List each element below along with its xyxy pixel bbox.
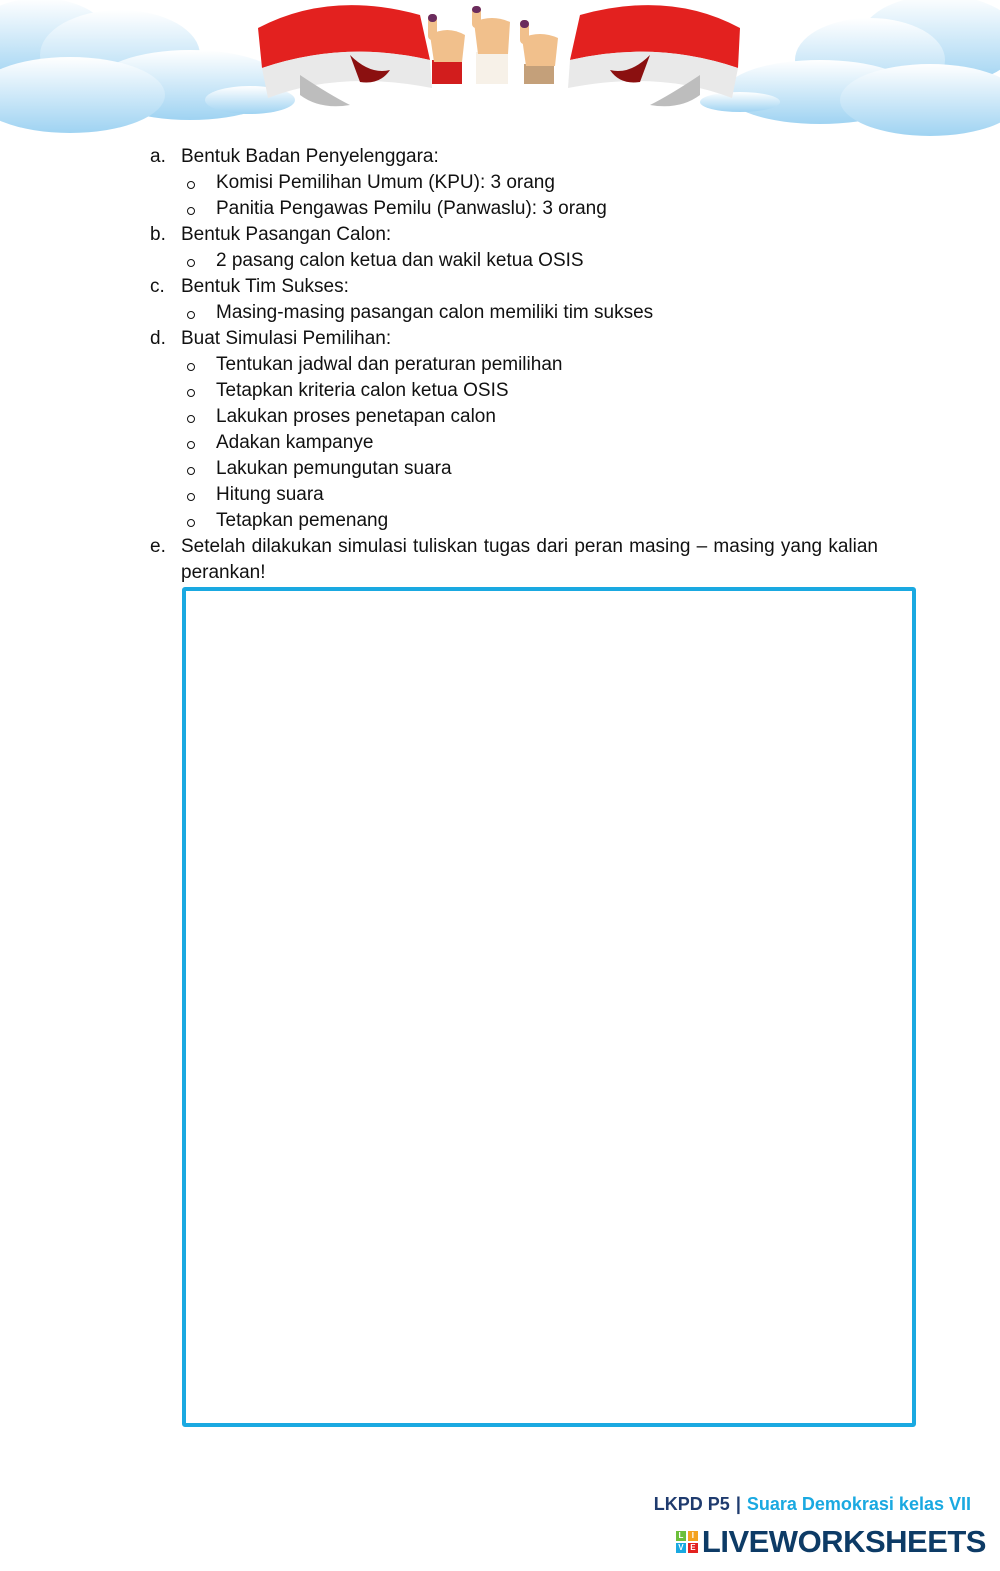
list-item: Tetapkan kriteria calon ketua OSIS <box>150 378 880 404</box>
bullet-circle-icon <box>187 311 195 319</box>
bullet-circle-icon <box>187 181 195 189</box>
list-item: Komisi Pemilihan Umum (KPU): 3 orang <box>150 170 880 196</box>
list-item: Lakukan proses penetapan calon <box>150 404 880 430</box>
list-item: Tentukan jadwal dan peraturan pemilihan <box>150 352 880 378</box>
instruction-list <box>150 144 880 586</box>
bullet-circle-icon <box>187 519 195 527</box>
list-item: Lakukan pemungutan suara <box>150 456 880 482</box>
bullet-circle-icon <box>187 441 195 449</box>
footer-caption <box>654 1494 971 1515</box>
cloud-left-icon <box>0 0 295 133</box>
section-e <box>150 534 880 586</box>
liveworksheets-logo-icon: L I V E <box>675 1530 699 1554</box>
list-item: Adakan kampanye <box>150 430 880 456</box>
voting-hands-icon <box>428 6 558 84</box>
footer-code: LKPD P5 <box>653 1494 730 1514</box>
section-title: Bentuk Tim Sukses: <box>181 276 349 297</box>
section-c-items <box>150 300 880 326</box>
bullet-circle-icon <box>187 259 195 267</box>
list-item: 2 pasang calon ketua dan wakil ketua OSIS <box>150 248 880 274</box>
bullet-circle-icon <box>187 415 195 423</box>
section-marker: a. <box>150 146 166 167</box>
brand-name: LIVEWORKSHEETS <box>701 1524 986 1559</box>
bullet-circle-icon <box>187 363 195 371</box>
bullet-circle-icon <box>187 389 195 397</box>
header-banner <box>0 0 1000 140</box>
cloud-right-icon <box>700 0 1000 136</box>
section-b <box>150 222 880 248</box>
section-marker: e. <box>150 536 166 557</box>
section-a-items <box>150 170 880 222</box>
section-c <box>150 274 880 300</box>
section-title: Buat Simulasi Pemilihan: <box>181 328 392 349</box>
list-item: Tetapkan pemenang <box>150 508 880 534</box>
section-marker: b. <box>150 224 166 245</box>
footer-title: Suara Demokrasi kelas VII <box>746 1494 971 1514</box>
footer-separator: | <box>735 1494 741 1514</box>
section-title: Bentuk Badan Penyelenggara: <box>181 146 439 167</box>
section-marker: c. <box>150 276 165 297</box>
list-item: Hitung suara <box>150 482 880 508</box>
bullet-circle-icon <box>187 493 195 501</box>
section-title: Bentuk Pasangan Calon: <box>181 224 392 245</box>
list-item: Masing-masing pasangan calon memiliki tim sukses <box>150 300 880 326</box>
bullet-circle-icon <box>187 467 195 475</box>
answer-textbox[interactable] <box>182 587 916 1427</box>
liveworksheets-brand <box>675 1524 986 1560</box>
section-title: Setelah dilakukan simulasi tuliskan tugas dari peran masing – masing yang kalian perankan! <box>181 536 878 583</box>
bullet-circle-icon <box>187 207 195 215</box>
section-b-items <box>150 248 880 274</box>
section-d <box>150 326 880 352</box>
section-a <box>150 144 880 170</box>
section-marker: d. <box>150 328 166 349</box>
list-item: Panitia Pengawas Pemilu (Panwaslu): 3 orang <box>150 196 880 222</box>
section-d-items <box>150 352 880 534</box>
